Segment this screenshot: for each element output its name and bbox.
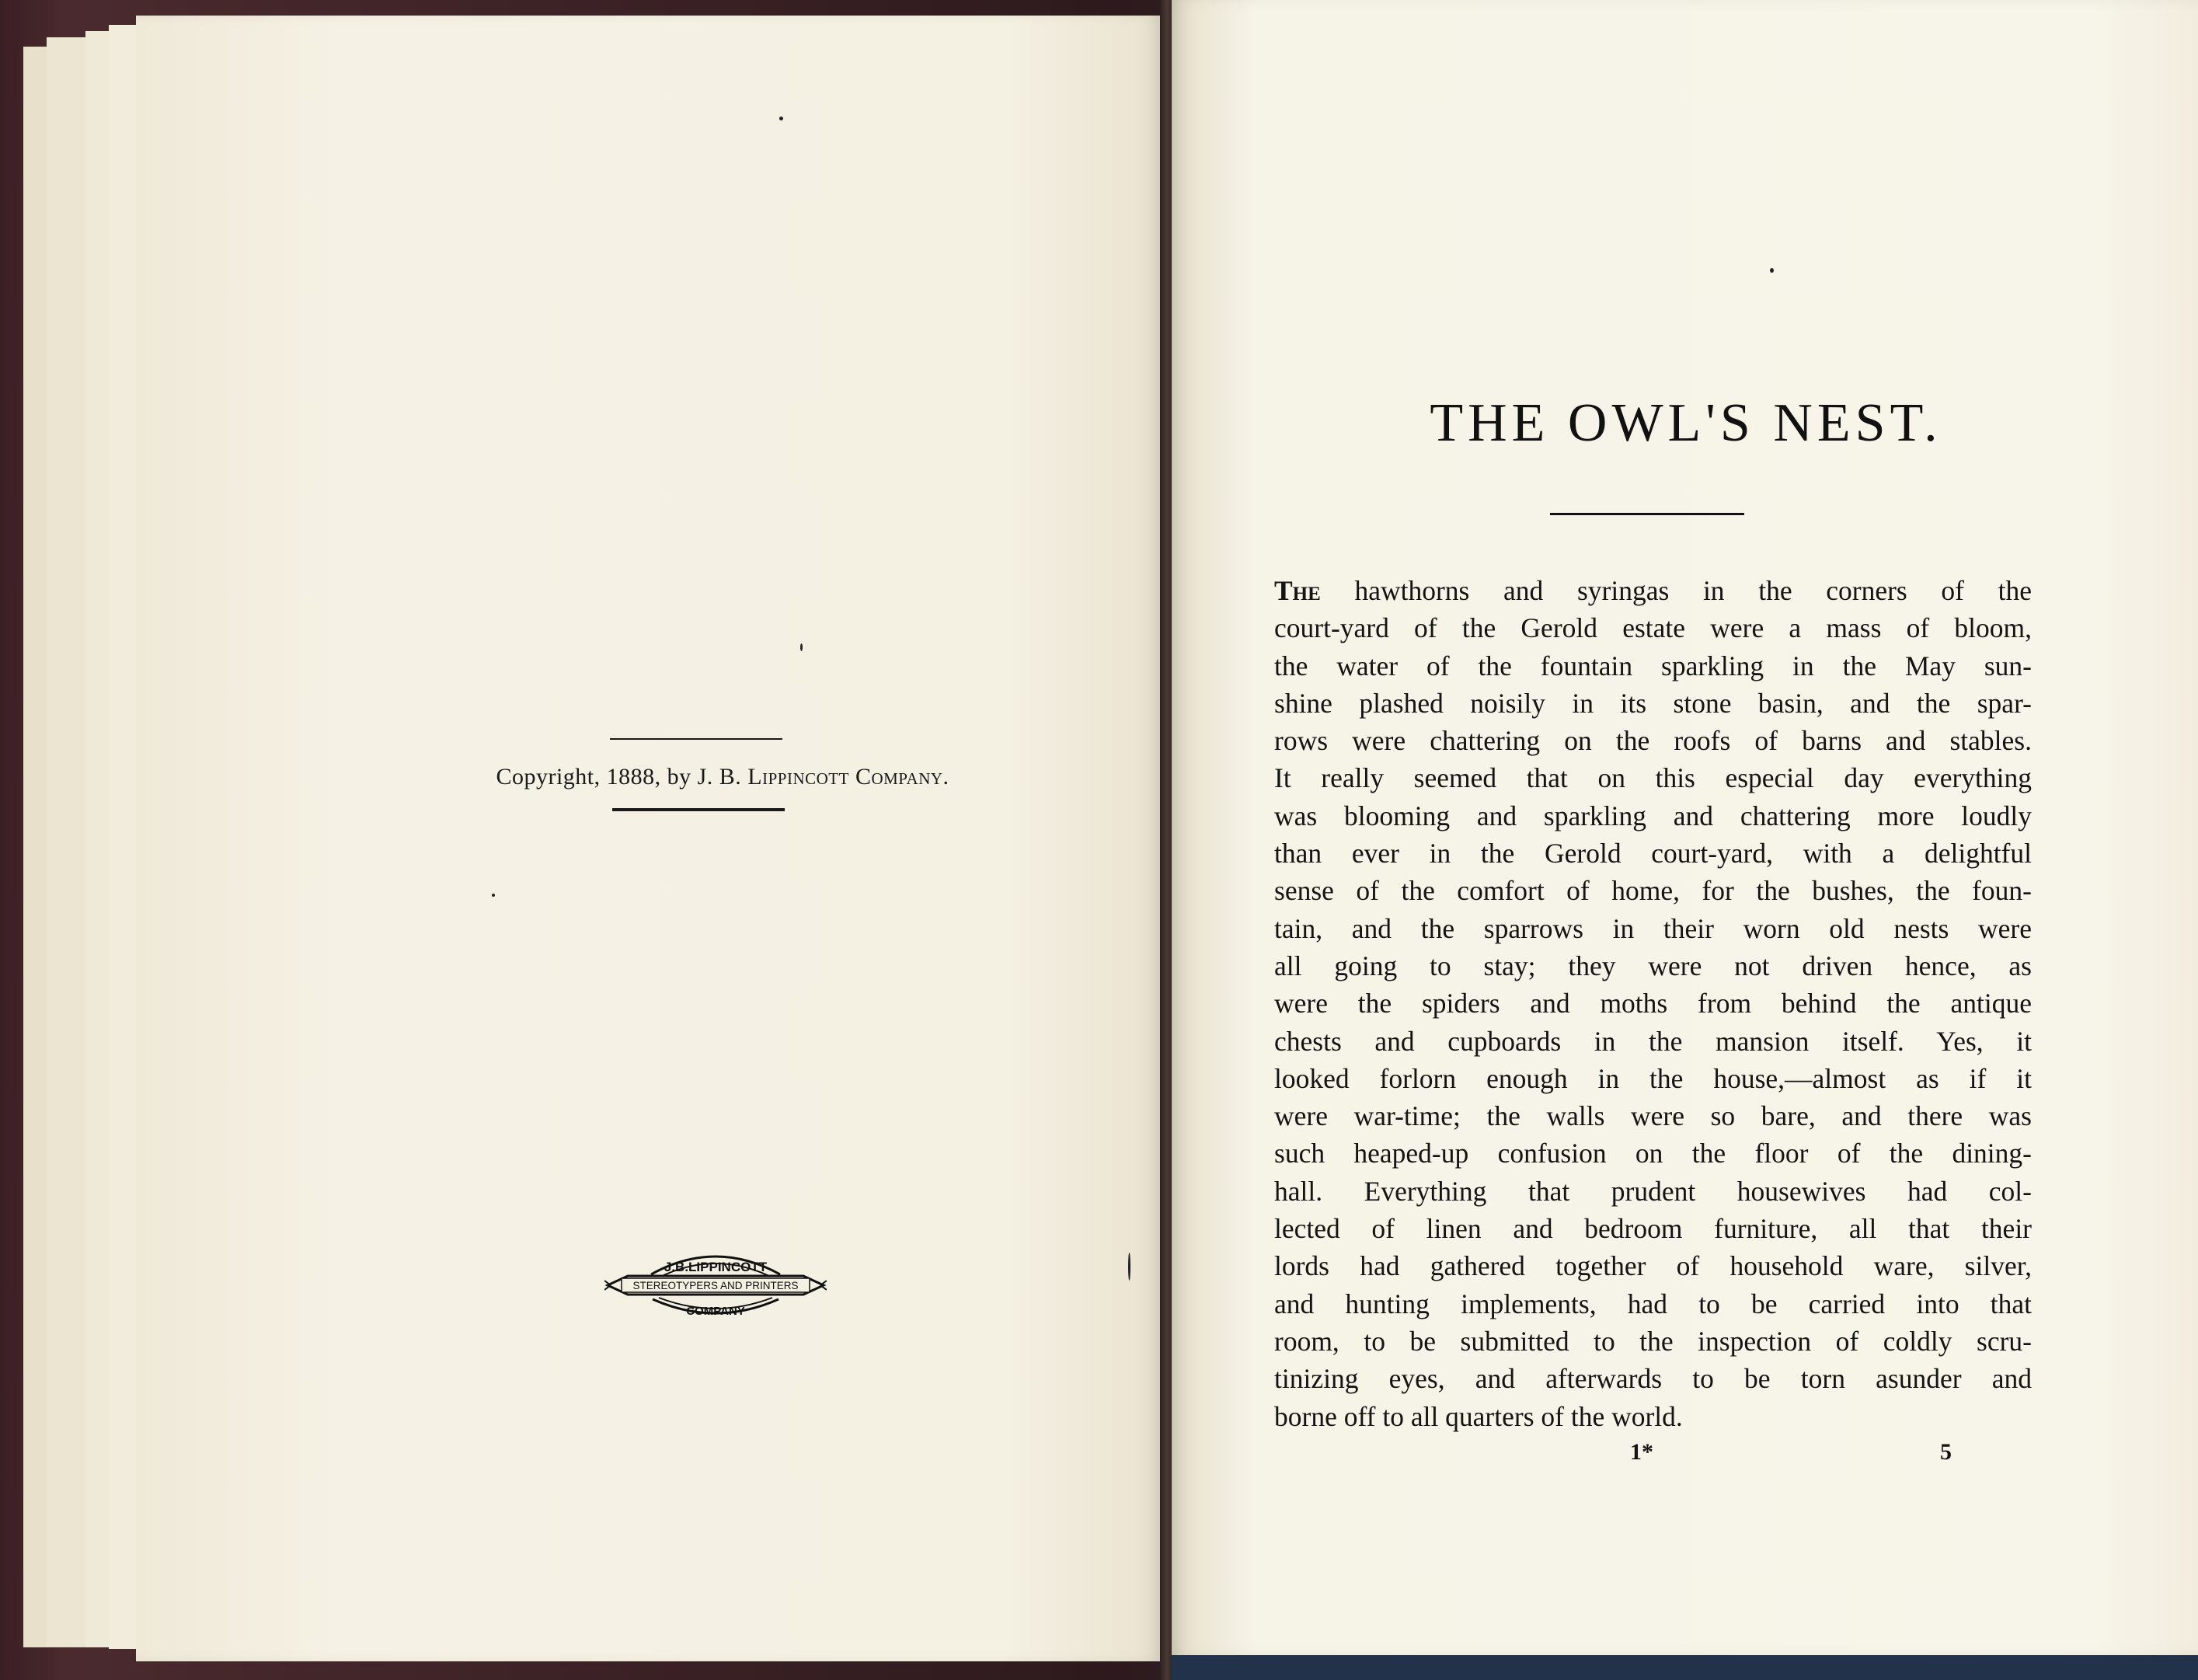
copyright-publisher: Lippincott Company. — [747, 764, 949, 789]
copyright-rule-bottom — [612, 808, 785, 811]
text-line: tinizing eyes, and afterwards to be torn asunder and — [1274, 1363, 2032, 1395]
text-line: chests and cupboards in the mansion itself. Yes, it — [1274, 1025, 2032, 1057]
printer-mark-top-text: J.B.LIPPINCOTT — [664, 1260, 768, 1274]
text-line: rows were chattering on the roofs of barns and stables. — [1274, 725, 2032, 757]
text-line: were war-time; the walls were so bare, and there was — [1274, 1100, 2032, 1132]
text-line: and hunting implements, had to be carried into that — [1274, 1288, 2032, 1319]
body-text — [1274, 572, 2032, 1435]
paper-speck — [800, 643, 803, 651]
text-line: The hawthorns and syringas in the corners of the — [1274, 575, 2032, 606]
text-line: than ever in the Gerold court-yard, with a delightful — [1274, 838, 2032, 870]
paper-speck — [779, 117, 783, 120]
printer-mark-middle-text: STEREOTYPERS AND PRINTERS — [632, 1280, 799, 1291]
paper-speck — [1128, 1253, 1130, 1281]
title-rule — [1550, 513, 1744, 515]
text-line: court-yard of the Gerold estate were a mass of bloom, — [1274, 612, 2032, 644]
copyright-rule-top — [610, 738, 782, 740]
text-line: all going to stay; they were not driven hence, as — [1274, 950, 2032, 981]
signature-mark: 1* — [1630, 1439, 1653, 1465]
copyright-prefix: Copyright, 1888, by J. B. — [496, 764, 748, 789]
text-line: It really seemed that on this especial day everything — [1274, 762, 2032, 794]
printer-mark-bottom-text: COMPANY — [686, 1305, 745, 1318]
text-line: the water of the fountain sparkling in the May sun- — [1274, 650, 2032, 681]
cover-bottom-edge — [1172, 1655, 2198, 1680]
text-line: hall. Everything that prudent housewives had col- — [1274, 1175, 2032, 1207]
text-line: shine plashed noisily in its stone basin, and the spar- — [1274, 687, 2032, 719]
text-line: room, to be submitted to the inspection of coldly scru- — [1274, 1325, 2032, 1357]
text-line: were the spiders and moths from behind the antique — [1274, 988, 2032, 1020]
text-line: such heaped-up confusion on the floor of the dining- — [1274, 1138, 2032, 1169]
printer-mark-logo — [604, 1245, 827, 1326]
page-number: 5 — [1940, 1439, 1952, 1465]
left-page — [136, 16, 1163, 1661]
text-line: sense of the comfort of home, for the bushes, the foun- — [1274, 875, 2032, 907]
paper-speck — [492, 894, 495, 897]
text-line: tain, and the sparrows in their worn old nests were — [1274, 912, 2032, 944]
text-line: was blooming and sparkling and chattering more loudly — [1274, 800, 2032, 831]
text-line: looked forlorn enough in the house,—almost as if it — [1274, 1062, 2032, 1094]
text-line: borne off to all quarters of the world. — [1274, 1400, 1683, 1432]
page-title: THE OWL'S NEST. — [1430, 393, 1942, 453]
paper-speck — [1770, 268, 1774, 273]
copyright-notice — [388, 764, 1057, 790]
text-line: lords had gathered together of household ware, silver, — [1274, 1250, 2032, 1282]
text-line: lected of linen and bedroom furniture, all that their — [1274, 1213, 2032, 1245]
